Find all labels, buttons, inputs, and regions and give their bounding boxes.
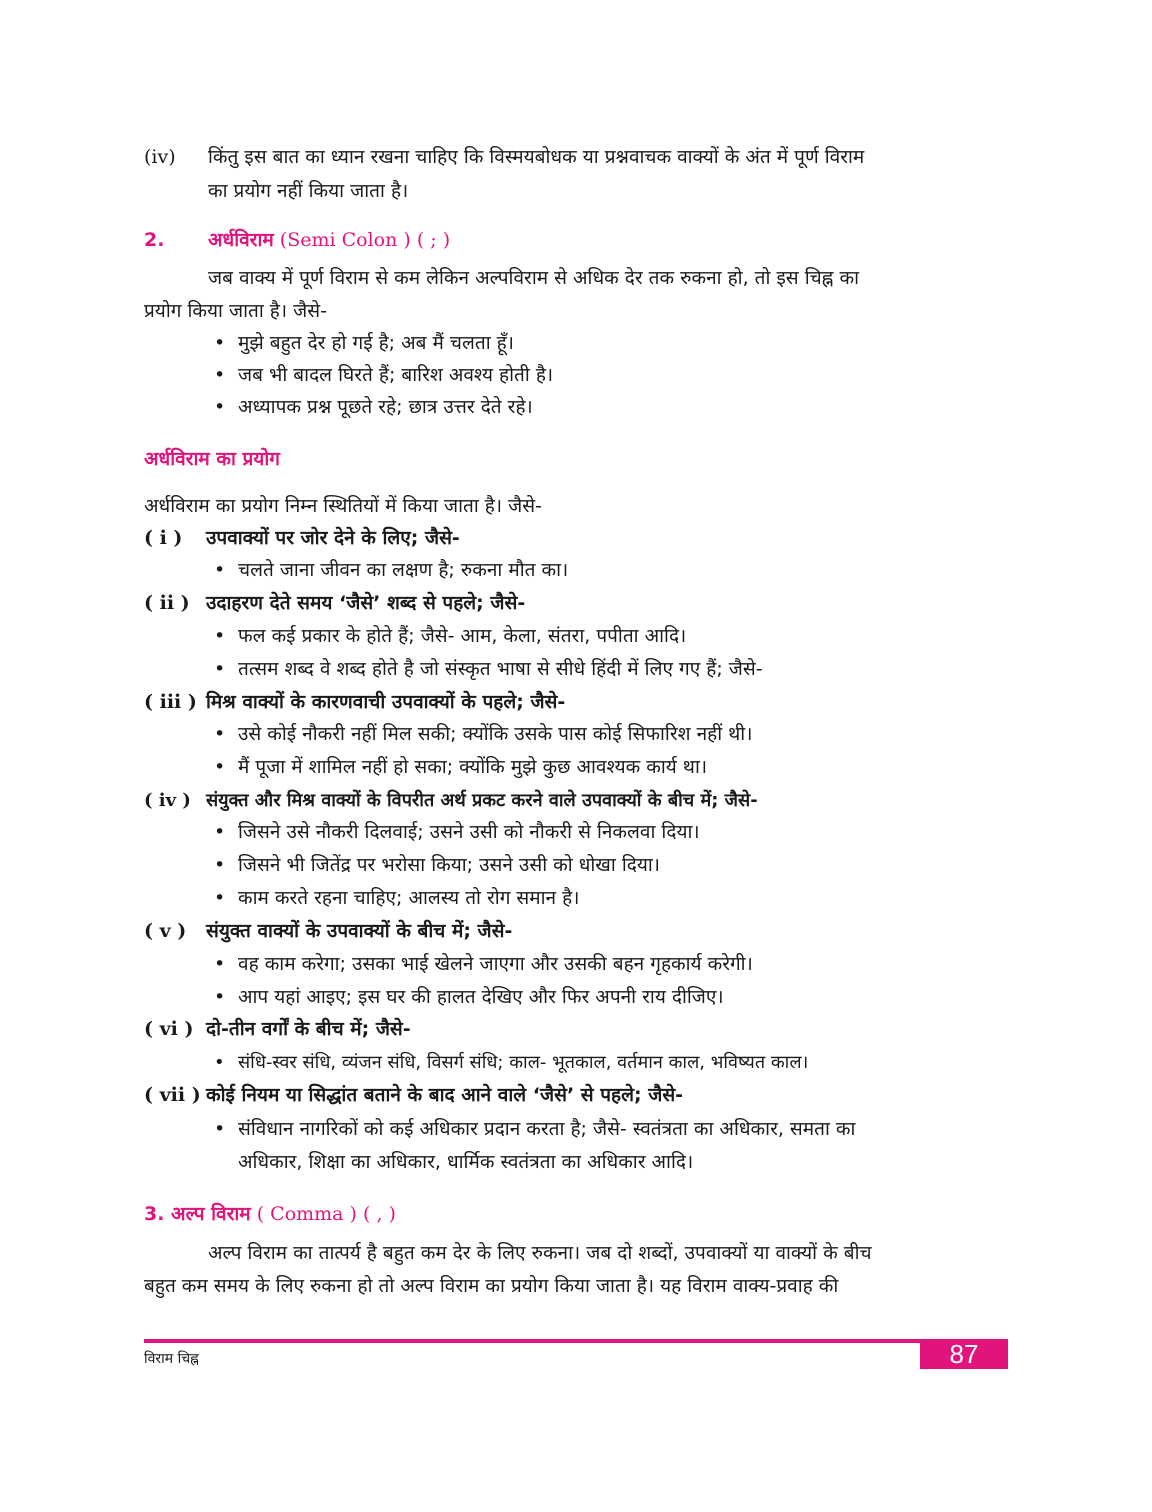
- bullet-icon: •: [214, 1118, 226, 1140]
- bullet-icon: •: [214, 658, 226, 680]
- usage-item-heading: ( iv ) संयुक्त और मिश्र वाक्यों के विपरीत अर्थ प्रकट करने वाले उपवाक्यों के बीच में; जैसे-: [144, 790, 758, 811]
- paragraph-line: जब वाक्य में पूर्ण विराम से कम लेकिन अल्पविराम से अधिक देर तक रुकना हो, तो इस चिह्न का: [208, 267, 860, 289]
- example-bullet: • अध्यापक प्रश्न पूछते रहे; छात्र उत्तर देते रहे।: [214, 391, 533, 424]
- usage-item-heading: ( vi ) दो-तीन वर्गों के बीच में; जैसे-: [144, 1018, 411, 1040]
- section-title-english: (Semi Colon ) ( ; ): [279, 229, 451, 251]
- example-bullet: • जिसने उसे नौकरी दिलवाई; उसने उसी को नौकरी से निकलवा दिया।: [214, 816, 700, 849]
- chapter-name: विराम चिह्न: [144, 1351, 199, 1367]
- example-bullet: • तत्सम शब्द वे शब्द होते है जो संस्कृत भाषा से सीधे हिंदी में लिए गए हैं; जैसे-: [214, 653, 763, 686]
- usage-item-heading: ( iii ) मिश्र वाक्यों के कारणवाची उपवाक्यों के पहले; जैसे-: [144, 691, 566, 713]
- usage-item-heading: ( ii ) उदाहरण देते समय ‘जैसे’ शब्द से पहले; जैसे-: [144, 592, 526, 614]
- example-bullet: • जब भी बादल घिरते हैं; बारिश अवश्य होती है।: [214, 359, 553, 392]
- section-title-english: ( Comma ) ( , ): [256, 1203, 396, 1225]
- example-bullet: • उसे कोई नौकरी नहीं मिल सकी; क्योंकि उसके पास कोई सिफारिश नहीं थी।: [214, 718, 752, 751]
- bullet-icon: •: [214, 364, 226, 386]
- paragraph-line: प्रयोग किया जाता है। जैसे-: [144, 300, 327, 322]
- example-bullet: • संधि-स्वर संधि, व्यंजन संधि, विसर्ग संधि; काल- भूतकाल, वर्तमान काल, भविष्यत काल।: [214, 1046, 808, 1079]
- bullet-icon: •: [214, 953, 226, 975]
- bullet-icon: •: [214, 1052, 225, 1073]
- example-bullet: • जिसने भी जितेंद्र पर भरोसा किया; उसने उसी को धोखा दिया।: [214, 849, 660, 882]
- example-bullet: • संविधान नागरिकों को कई अधिकार प्रदान करता है; जैसे- स्वतंत्रता का अधिकार, समता का: [214, 1113, 855, 1146]
- paragraph-line: बहुत कम समय के लिए रुकना हो तो अल्प विराम का प्रयोग किया जाता है। यह विराम वाक्य-प्रवाह की: [144, 1275, 839, 1297]
- example-bullet: • फल कई प्रकार के होते हैं; जैसे- आम, केला, संतरा, पपीता आदि।: [214, 620, 686, 653]
- footer-rule: [144, 1339, 1008, 1343]
- bullet-icon: •: [214, 887, 226, 909]
- bullet-icon: •: [214, 756, 226, 778]
- bullet-icon: •: [214, 821, 226, 843]
- usage-item-heading: ( i ) उपवाक्यों पर जोर देने के लिए; जैसे-: [144, 527, 460, 549]
- page-number: 87: [920, 1339, 1008, 1369]
- example-bullet: • काम करते रहना चाहिए; आलस्य तो रोग समान है।: [214, 882, 579, 915]
- subsection-heading: अर्धविराम का प्रयोग: [144, 448, 280, 470]
- example-bullet: • मैं पूजा में शामिल नहीं हो सका; क्योंकि मुझे कुछ आवश्यक कार्य था।: [214, 751, 707, 784]
- paragraph-line: अर्धविराम का प्रयोग निम्न स्थितियों में किया जाता है। जैसे-: [144, 495, 542, 517]
- section-number: 2.: [144, 229, 165, 251]
- paragraph-line: अधिकार, शिक्षा का अधिकार, धार्मिक स्वतंत्रता का अधिकार आदि।: [238, 1151, 694, 1173]
- usage-item-heading: ( v ) संयुक्त वाक्यों के उपवाक्यों के बीच में; जैसे-: [144, 920, 513, 942]
- list-number: (iv): [144, 146, 176, 168]
- bullet-icon: •: [214, 396, 226, 418]
- bullet-icon: •: [214, 854, 226, 876]
- paragraph-line: का प्रयोग नहीं किया जाता है।: [208, 180, 409, 202]
- paragraph-line: किंतु इस बात का ध्यान रखना चाहिए कि विस्मयबोधक या प्रश्नवाचक वाक्यों के अंत में पूर्ण विराम: [208, 146, 865, 168]
- example-bullet: • वह काम करेगा; उसका भाई खेलने जाएगा और उसकी बहन गृहकार्य करेगी।: [214, 948, 753, 981]
- section-heading: [208, 224, 450, 257]
- bullet-icon: •: [214, 625, 226, 647]
- example-bullet: • आप यहां आइए; इस घर की हालत देखिए और फिर अपनी राय दीजिए।: [214, 981, 724, 1014]
- bullet-icon: •: [214, 559, 226, 581]
- section-title: अर्धविराम: [208, 229, 274, 251]
- bullet-icon: •: [214, 723, 226, 745]
- section-heading: [144, 1198, 396, 1231]
- example-bullet: • चलते जाना जीवन का लक्षण है; रुकना मौत का।: [214, 554, 568, 587]
- paragraph-line: अल्प विराम का तात्पर्य है बहुत कम देर के लिए रुकना। जब दो शब्दों, उपवाक्यों या वाक्यों के बीच: [208, 1242, 872, 1264]
- bullet-icon: •: [214, 986, 226, 1008]
- bullet-icon: •: [214, 332, 226, 354]
- usage-item-heading: ( vii ) कोई नियम या सिद्धांत बताने के बाद आने वाले ‘जैसे’ से पहले; जैसे-: [144, 1084, 684, 1106]
- section-title: 3. अल्प विराम: [144, 1203, 251, 1225]
- example-bullet: • मुझे बहुत देर हो गई है; अब मैं चलता हूँ।: [214, 327, 514, 360]
